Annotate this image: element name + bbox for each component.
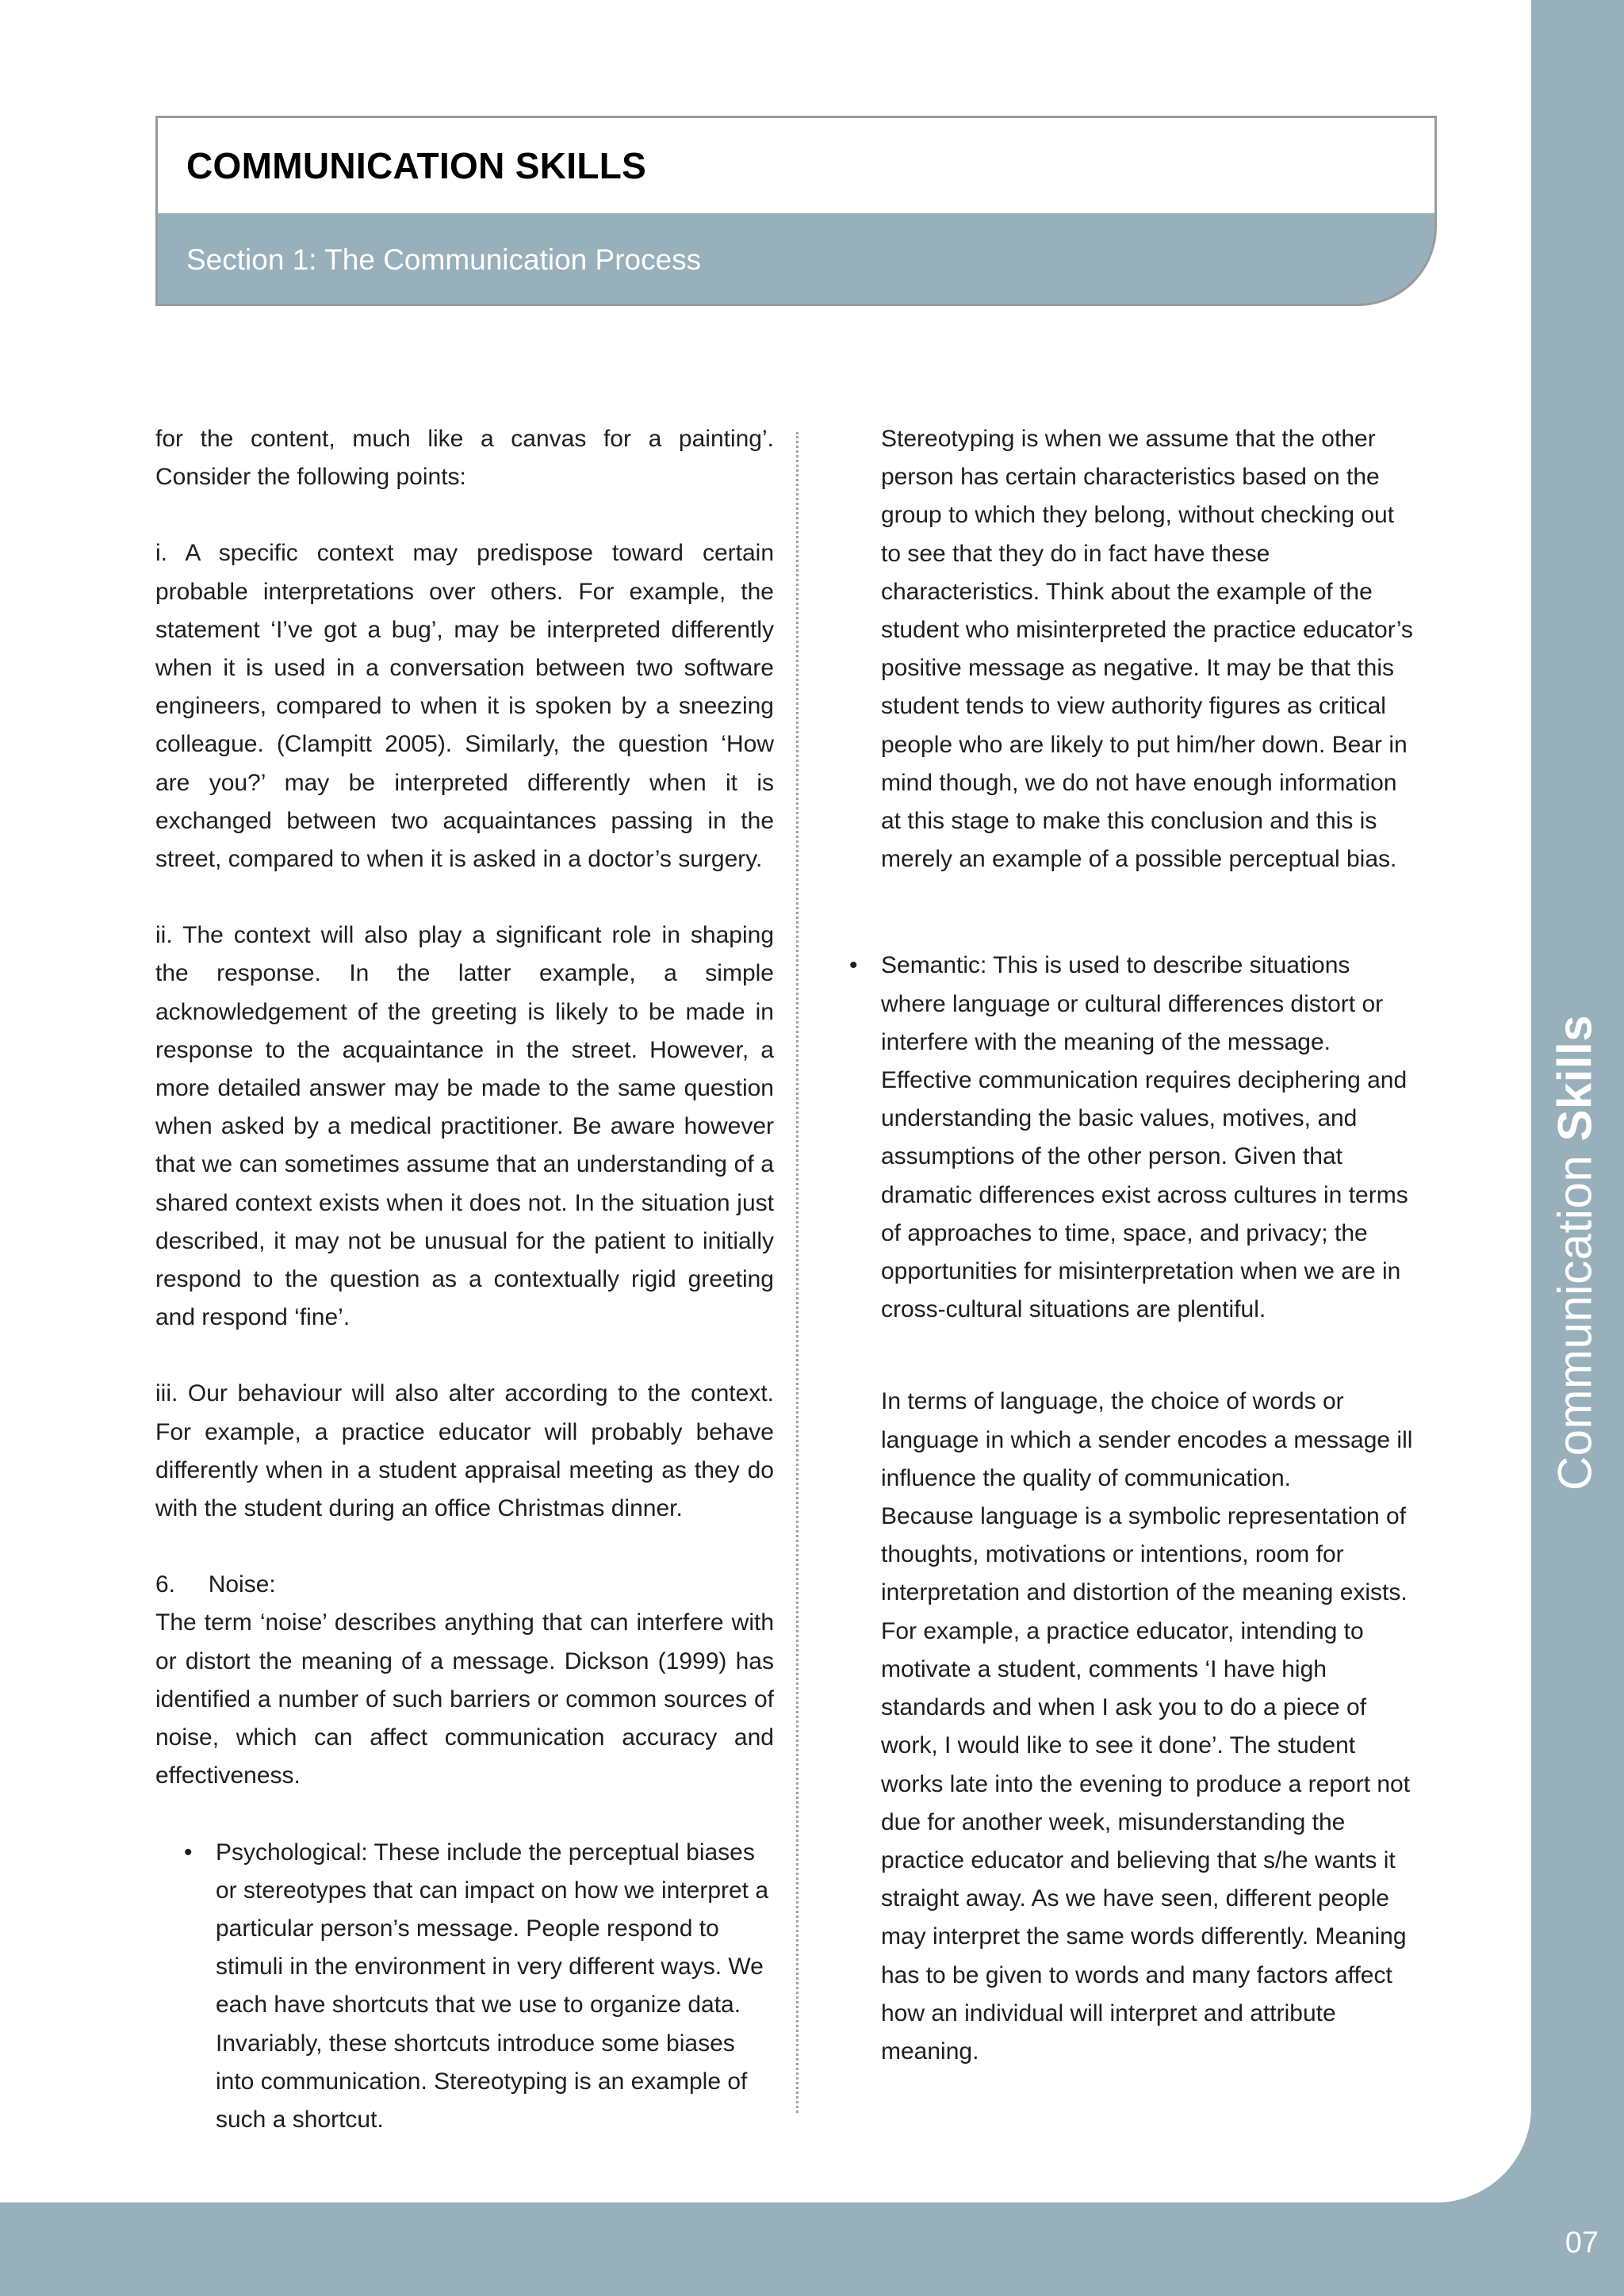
point-iii-paragraph: iii. Our behaviour will also alter according to the context. For example, a practice educator will probably behave differently when in a student appraisal meeting as they do with the student during an office Christmas dinner. <box>155 1380 774 1522</box>
document-title: COMMUNICATION SKILLS <box>186 145 647 186</box>
spacer <box>881 878 1420 947</box>
spacer <box>881 1329 1420 1383</box>
side-label-light: Communication <box>1548 1141 1602 1491</box>
page-number: 07 <box>1565 2226 1599 2260</box>
noise-paragraph: The term ‘noise’ describes anything that can interfere with or distort the meaning of a message. Dickson (1999) has identified a number of such barriers or common sources of noise, which can affect communication accuracy and effectiveness. <box>155 1609 774 1789</box>
point-ii-paragraph: ii. The context will also play a significant role in shaping the response. In the latter example, a simple acknowledgement of the greeting is likely to be made in response to the acquaintance in the street. However, a more detailed answer may be made to the same question when asked by a medical practitioner. Be aware however that we can sometimes assume that an understanding of a shared context exists when it does not. In the situation just described, it may not be unusual for the patient to initially respond to the question as a contextually rigid greeting and respond ‘fine’. <box>155 922 774 1331</box>
language-paragraph-1: In terms of language, the choice of words or language in which a sender encodes a message ill influence the quality of communication. <box>881 1388 1413 1491</box>
list-item <box>849 947 1420 1329</box>
psychological-text: Psychological: These include the perceptual biases or stereotypes that can impact on how we interpret a particular person’s message. People respond to stimuli in the environment in very different ways. We each have shortcuts that we use to organize data. Invariably, these shortcuts introduce some biases into communication. Stereotyping is an example of such a shortcut. <box>216 1839 769 2133</box>
side-label-bold: Skills <box>1548 1014 1602 1142</box>
bottom-band <box>0 2202 1624 2296</box>
right-column <box>849 420 1420 2071</box>
language-paragraph-2: Because language is a symbolic representation of thoughts, motivations or intentions, room for interpretation and distortion of the meaning exists. For example, a practice educator, intending to motivate a student, comments ‘I have high standards and when I ask you to do a piece of work, I would like to see it done’. The student works late into the evening to produce a report not due for another week, misunderstanding the practice educator and believing that s/he wants it straight away. As we have seen, different people may interpret the same words differently. Meaning has to be given to words and many factors affect how an individual will interpret and attribute meaning. <box>881 1503 1411 2064</box>
intro-paragraph: for the content, much like a canvas for a painting’. Consider the following points: <box>155 426 774 491</box>
list-item <box>184 1834 774 2140</box>
stereotyping-paragraph: Stereotyping is when we assume that the other person has certain characteristics based on the group to which they belong, without checking out to see that they do in fact have these characteristics. Think about the example of the student who misinterpreted the practice educator’s positive message as negative. It may be that this student tends to view authority figures as critical people who are likely to put him/her down. Bear in mind though, we do not have enough information at this stage to make this conclusion and this is merely an example of a possible perceptual bias. <box>881 426 1413 873</box>
point-i-paragraph: i. A specific context may predispose toward certain probable interpretations over others. For example, the statement ‘I’ve got a bug’, may be interpreted differently when it is used in a conversation between two software engineers, compared to when it is spoken by a sneezing colleague. (Clampitt 2005). Similarly, the question ‘How are you?’ may be interpreted differently when it is exchanged between two acquaintances passing in the street, compared to when it is asked in a doctor’s surgery. <box>155 540 774 873</box>
noise-heading: 6. Noise: <box>155 1571 276 1598</box>
side-label <box>1548 1015 1603 1490</box>
header-title-bar <box>158 118 1434 213</box>
section-subtitle: Section 1: The Communication Process <box>186 243 702 276</box>
psychological-list <box>155 1834 774 2140</box>
header-box <box>155 116 1437 306</box>
bullet-icon: • <box>184 1839 193 1866</box>
semantic-text: Semantic: This is used to describe situations where language or cultural differences distort or interfere with the meaning of the message. Effective communication requires deciphering and understanding the basic values, motives, and assumptions of the other person. Given that dramatic differences exist across cultures in terms of approaches to time, space, and privacy; the opportunities for misinterpretation when we are in cross-cultural situations are plentiful. <box>881 952 1408 1323</box>
bullet-icon: • <box>849 952 858 979</box>
column-divider <box>796 432 799 2113</box>
left-column <box>155 420 774 2139</box>
